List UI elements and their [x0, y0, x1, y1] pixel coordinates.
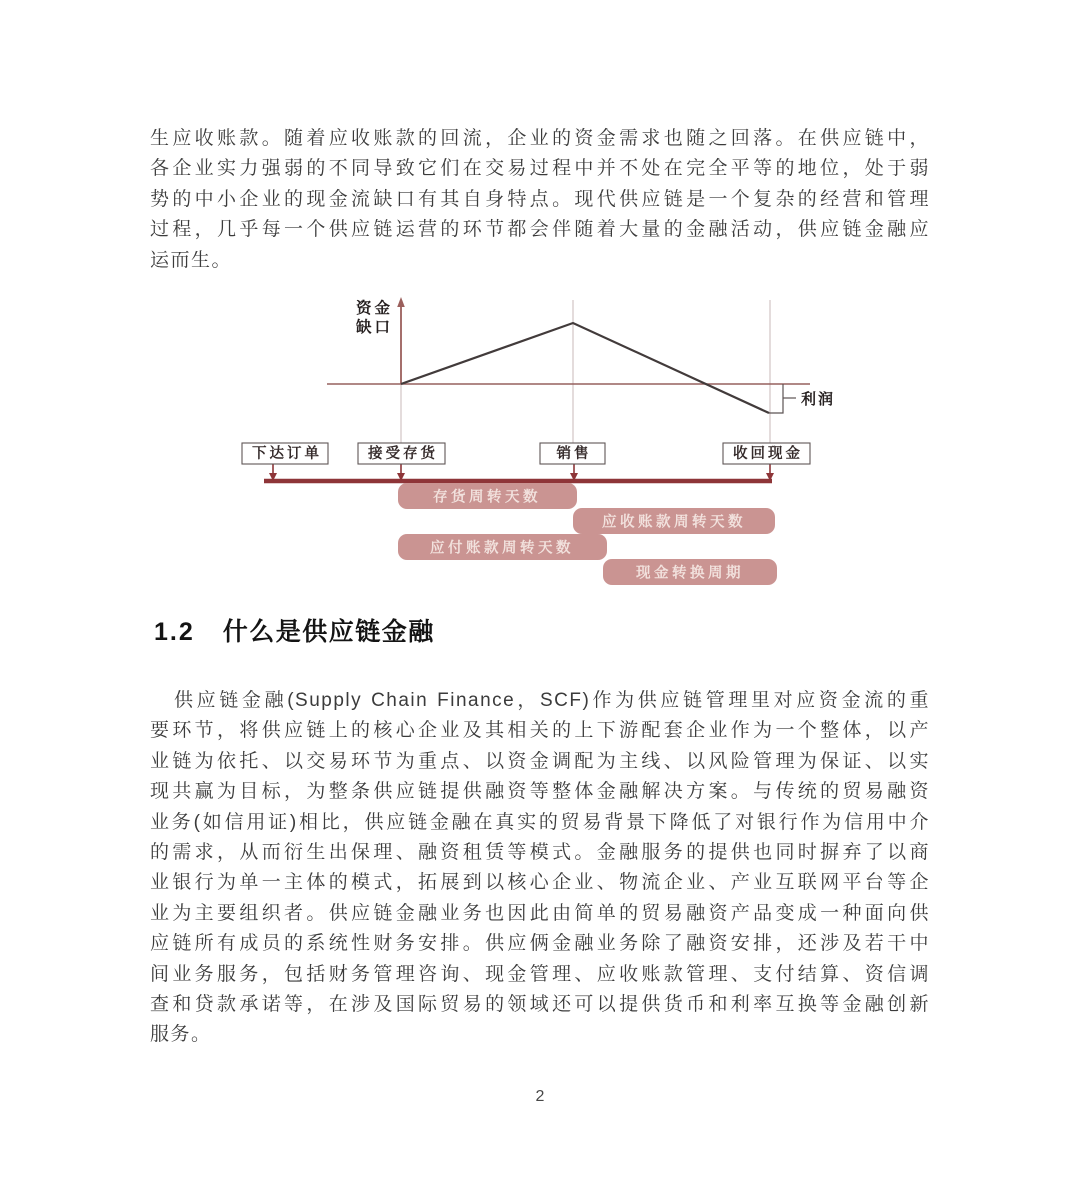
paragraph-line: 生应收账款。随着应收账款的回流，企业的资金需求也随之回落。在供应链中，	[150, 128, 930, 149]
stage-box-inventory-label: 接受存货	[368, 445, 438, 462]
stage-box-order-label: 下达订单	[252, 445, 322, 462]
section-heading	[154, 612, 435, 648]
paragraph-line: 各企业实力强弱的不同导致它们在交易过程中并不处在完全平等的地位，处于弱	[150, 158, 930, 180]
y-axis-label-line2: 缺口	[355, 317, 393, 336]
paragraph-top	[150, 124, 930, 276]
paragraph-line: 供应链金融(Supply Chain Finance，SCF)作为供应链管理里对应资金流的重	[174, 690, 930, 711]
y-axis-arrow-icon	[397, 297, 405, 307]
bar-inventory-days-label: 存货周转天数	[433, 488, 541, 506]
paragraph-line: 过程，几乎每一个供应链运营的环节都会伴随着大量的金融活动，供应链金融应	[150, 219, 930, 241]
bar-receivable-days-label: 应收账款周转天数	[602, 513, 746, 531]
paragraph-main	[150, 686, 930, 1051]
paragraph-line: 要环节，将供应链上的核心企业及其相关的上下游配套企业作为一个整体，以产	[150, 720, 930, 742]
bar-payable-days-label: 应付账款周转天数	[430, 539, 574, 557]
stage-box-cash-label: 收回现金	[733, 445, 803, 462]
y-axis-label-line1: 资金	[355, 298, 393, 317]
stage-arrow-sales	[570, 464, 578, 481]
page-number: 2	[535, 1088, 545, 1105]
paragraph-line: 间业务服务，包括财务管理咨询、现金管理、应收账款管理、支付结算、资信调	[150, 963, 930, 985]
stage-arrow-order	[269, 464, 277, 481]
stage-arrow-cash	[766, 464, 774, 481]
paragraph-line: 业链为依托、以交易环节为重点、以资金调配为主线、以风险管理为保证、以实	[150, 750, 930, 772]
section-title: 什么是供应链金融	[222, 618, 435, 646]
bar-cash-cycle-label: 现金转换周期	[636, 564, 744, 582]
paragraph-line: 业银行为单一主体的模式，拓展到以核心企业、物流企业、产业互联网平台等企	[150, 872, 930, 894]
profit-label: 利润	[801, 390, 836, 408]
cash-gap-diagram	[230, 293, 850, 593]
stage-arrow-inventory	[397, 464, 405, 481]
paragraph-line: 业务(如信用证)相比，供应链金融在真实的贸易背景下降低了对银行作为信用中介	[150, 811, 930, 833]
paragraph-line: 服务。	[150, 1024, 212, 1046]
profit-bracket	[769, 384, 783, 413]
paragraph-line: 应链所有成员的系统性财务安排。供应俩金融业务除了融资安排，还涉及若干中	[150, 933, 930, 955]
section-number: 1.2	[154, 618, 195, 646]
paragraph-line: 运而生。	[150, 249, 233, 271]
funding-gap-curve	[401, 323, 769, 413]
paragraph-line: 势的中小企业的现金流缺口有其自身特点。现代供应链是一个复杂的经营和管理	[150, 188, 930, 210]
paragraph-line: 现共赢为目标，为整条供应链提供融资等整体金融解决方案。与传统的贸易融资	[150, 781, 930, 803]
paragraph-line: 的需求，从而衍生出保理、融资租赁等模式。金融服务的提供也同时摒弃了以商	[150, 842, 930, 864]
stage-box-sales-label: 销售	[556, 445, 592, 462]
paragraph-line: 业为主要组织者。供应链金融业务也因此由简单的贸易融资产品变成一种面向供	[150, 902, 930, 924]
paragraph-line: 查和贷款承诺等，在涉及国际贸易的领域还可以提供货币和利率互换等金融创新	[150, 994, 930, 1016]
